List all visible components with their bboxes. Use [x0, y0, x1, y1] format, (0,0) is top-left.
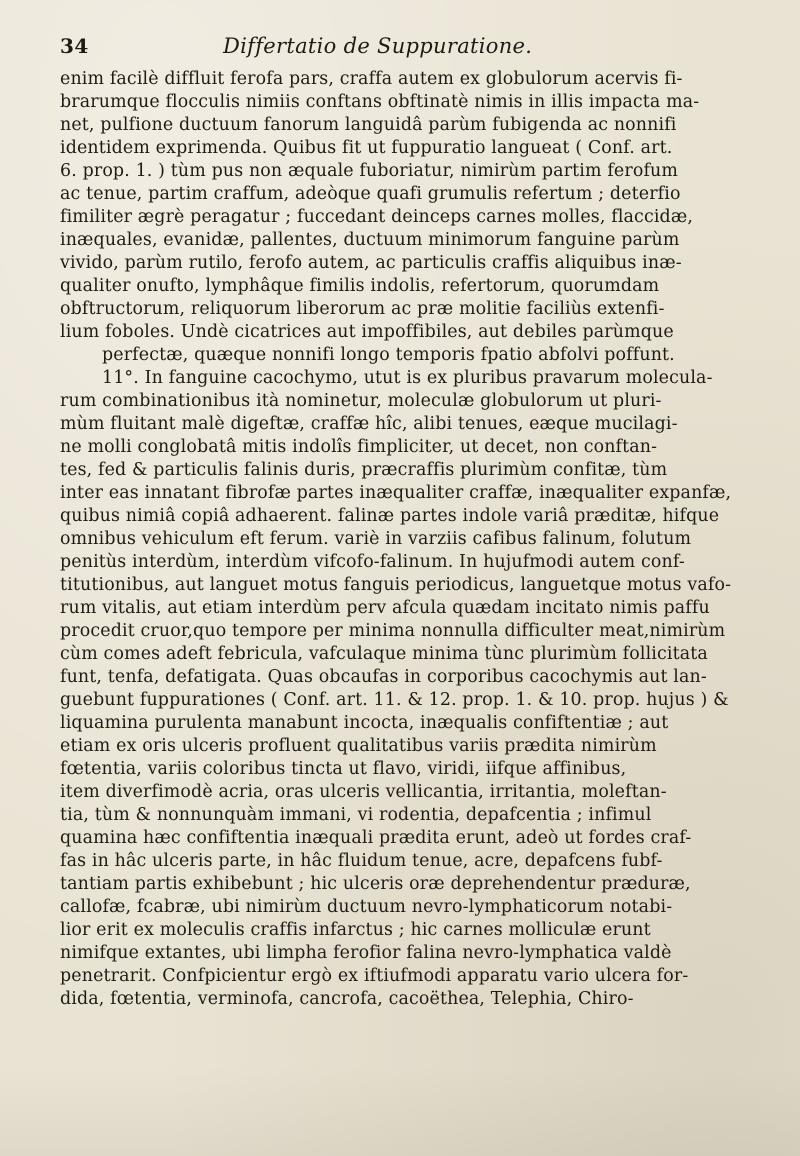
- text-line: dida, fœtentia, verminofa, cancrofa, cacoëthea, Telephia, Chiro-: [60, 989, 634, 1009]
- text-line: liquamina purulenta manabunt incocta, inæqualis confiftentiæ ; aut: [60, 713, 669, 733]
- text-line: identidem exprimenda. Quibus fit ut fuppuratio langueat ( Conf. art.: [60, 138, 673, 158]
- text-line: lior erit ex moleculis craffis infarctus ; hic carnes molliculæ erunt: [60, 920, 651, 940]
- text-line: nimifque extantes, ubi limpha ferofior falina nevro-lymphatica valdè: [60, 943, 672, 963]
- text-line: net, pulfione ductuum fanorum languidâ parùm fubigenda ac nonnifi: [60, 115, 677, 135]
- text-line: penitùs interdùm, interdùm vifcofo-falinum. In hujufmodi autem conf-: [60, 552, 685, 572]
- paragraph-start-line: 11°. In fanguine cacochymo, utut is ex pluribus pravarum molecula-: [102, 368, 713, 388]
- text-line: enim facilè diffluit ferofa pars, craffa autem ex globulorum acervis fi-: [60, 69, 683, 89]
- text-line: fœtentia, variis coloribus tincta ut flavo, viridi, iifque affinibus,: [60, 759, 627, 779]
- text-line: ne molli conglobatâ mitis indolîs fimpliciter, ut decet, non conftan-: [60, 437, 658, 457]
- running-title: Differtatio de Suppuratione.: [223, 34, 533, 58]
- text-line: obftructorum, reliquorum liberorum ac præ molitie faciliùs extenfi-: [60, 299, 665, 319]
- text-line: callofæ, fcabræ, ubi nimirùm ductuum nevro-lymphaticorum notabi-: [60, 897, 673, 917]
- text-line: tia, tùm & nonnunquàm immani, vi rodentia, depafcentia ; infimul: [60, 805, 652, 825]
- text-line: 6. prop. 1. ) tùm pus non æquale fuboriatur, nimirùm partim ferofum: [60, 161, 679, 181]
- text-line: tes, fed & particulis falinis duris, præcraffis plurimùm confitæ, tùm: [60, 460, 668, 480]
- text-line: etiam ex oris ulceris profluent qualitatibus variis prædita nimirùm: [60, 736, 657, 756]
- text-line: qualiter onufto, lymphâque fimilis indolis, refertorum, quorumdam: [60, 276, 660, 296]
- text-line: lium foboles. Undè cicatrices aut impoffibiles, aut debiles parùmque: [60, 322, 674, 342]
- text-line: guebunt fuppurationes ( Conf. art. 11. & 12. prop. 1. & 10. prop. hujus ) &: [60, 690, 729, 710]
- text-line: brarumque flocculis nimiis conftans obftinatè nimis in illis impacta ma-: [60, 92, 700, 112]
- text-line: funt, tenfa, defatigata. Quas obcaufas in corporibus cacochymis aut lan-: [60, 667, 707, 687]
- text-line: tantiam partis exhibebunt ; hic ulceris oræ deprehendentur præduræ,: [60, 874, 691, 894]
- text-line: procedit cruor,quo tempore per minima nonnulla difficulter meat,nimirùm: [60, 621, 726, 641]
- text-line: omnibus vehiculum eft ferum. variè in varziis cafibus falinum, folutum: [60, 529, 692, 549]
- text-line: item diverfimodè acria, oras ulceris vellicantia, irritantia, moleftan-: [60, 782, 667, 802]
- text-line: cùm comes adeft febricula, vafculaque minima tùnc plurimùm follicitata: [60, 644, 708, 664]
- text-line: quamina hæc confiftentia inæquali prædita erunt, adeò ut fordes craf-: [60, 828, 692, 848]
- text-line: rum combinationibus ità nominetur, moleculæ globulorum ut pluri-: [60, 391, 662, 411]
- text-line: rum vitalis, aut etiam interdùm perv afcula quædam incitato nimis paffu: [60, 598, 710, 618]
- text-line: vivido, parùm rutilo, ferofo autem, ac particulis craffis aliquibus inæ-: [60, 253, 682, 273]
- text-line: inter eas innatant fibrofæ partes inæqualiter craffæ, inæqualiter expanfæ,: [60, 483, 732, 503]
- page-number: 34: [60, 34, 89, 58]
- text-line: fimiliter ægrè peragatur ; fuccedant deinceps carnes molles, flaccidæ,: [60, 207, 693, 227]
- page-header: [60, 34, 750, 66]
- text-line: inæquales, evanidæ, pallentes, ductuum minimorum fanguine parùm: [60, 230, 680, 250]
- text-line: mùm fluitant malè digeftæ, craffæ hîc, alibi tenues, eæque mucilagi-: [60, 414, 678, 434]
- text-line: penetrarit. Confpicientur ergò ex iftiufmodi apparatu vario ulcera for-: [60, 966, 689, 986]
- text-line: fas in hâc ulceris parte, in hâc fluidum tenue, acre, depafcens fubf-: [60, 851, 663, 871]
- text-line: titutionibus, aut languet motus fanguis periodicus, languetque motus vafo-: [60, 575, 732, 595]
- text-line: ac tenue, partim craffum, adeòque quafi grumulis refertum ; deterfio: [60, 184, 681, 204]
- text-line: quibus nimiâ copiâ adhaerent. falinæ partes indole variâ præditæ, hifque: [60, 506, 720, 526]
- page-edge-shadow: [0, 1066, 800, 1156]
- body-text: [60, 68, 760, 1011]
- text-line: perfectæ, quæque nonnifi longo temporis fpatio abfolvi poffunt.: [102, 345, 675, 365]
